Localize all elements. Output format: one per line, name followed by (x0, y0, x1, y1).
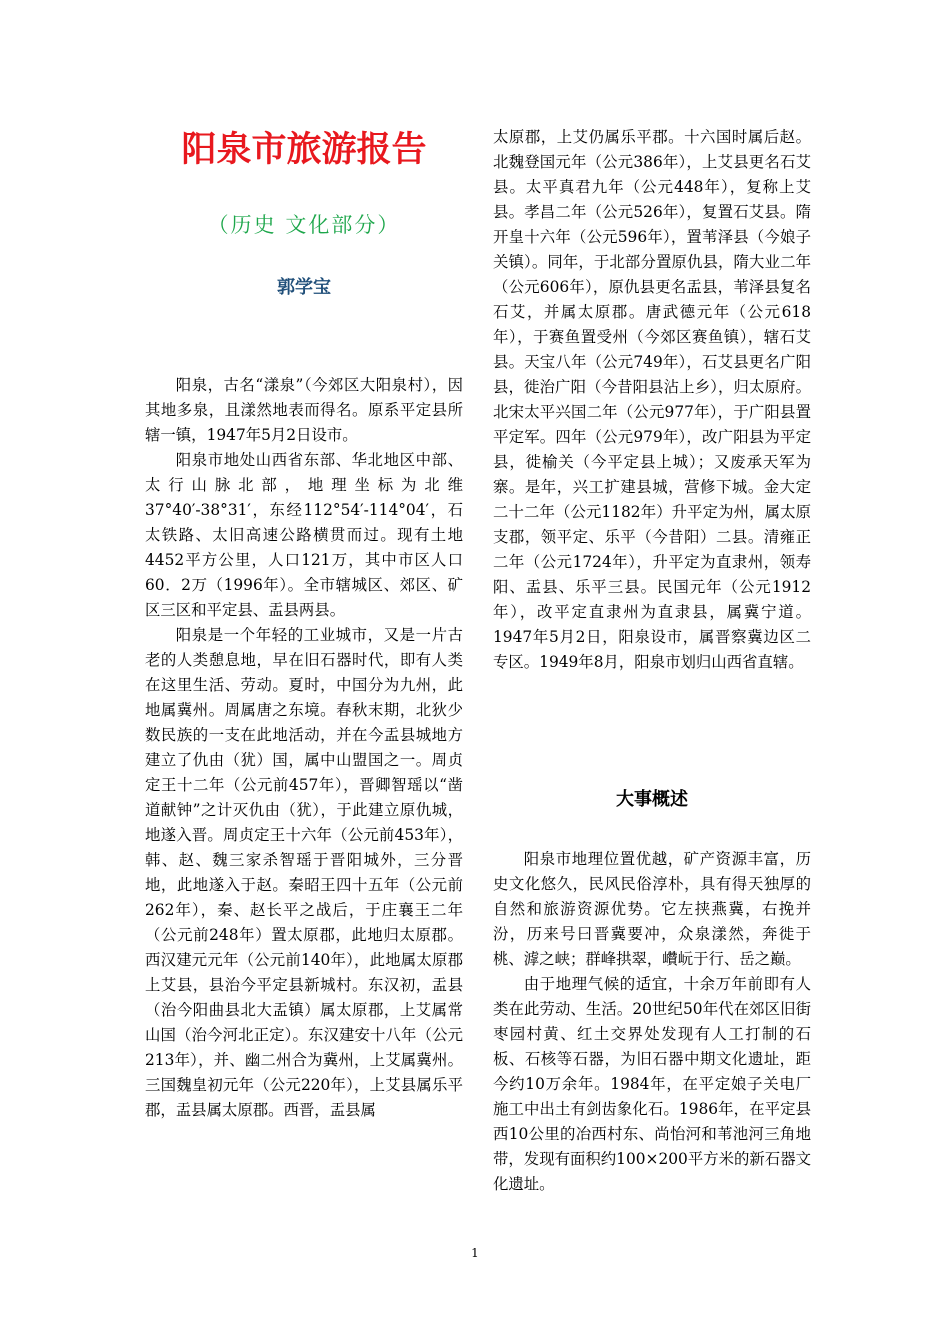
paragraph: 由于地理气候的适宜，十余万年前即有人类在此劳动、生活。20世纪50年代在郊区旧街枣园村黄、红土交界处发现有人工打制的石板、石核等石器，为旧石器中期文化遗址，距今约10万余年。1984年，在平定娘子关电厂施工中出土有剑齿象化石。1986年，在平定县西10公里的冶西村东、尚怡河和苇池河三角地带，发现有面积约100×200平方米的新石器文化遗址。 (493, 975, 811, 1193)
right-column (493, 125, 811, 675)
paragraph: 阳泉是一个年轻的工业城市，又是一片古老的人类憩息地，早在旧石器时代，即有人类在这里生活、劳动。夏时，中国分为九州，此地属冀州。周属唐之东境。春秋末期，北狄少数民族的一支在此地活动，并在今盂县城地方建立了仇由（犹）国，属中山盟国之一。周贞定王十二年（公元前457年），晋卿智瑶以“凿道献钟”之计灭仇由（犹），于此建立原仇城，地遂入晋。周贞定王十六年（公元前453年），韩、赵、魏三家杀智瑶于晋阳城外，三分晋地，此地遂入于赵。秦昭王四十五年（公元前262年），秦、赵长平之战后，于庄襄王二年（公元前248年）置太原郡，此地归太原郡。西汉建元元年（公元前140年），此地属太原郡上艾县，县治今平定县新城村。东汉初，盂县（治今阳曲县北大盂镇）属太原郡，上艾属常山国（治今河北正定）。东汉建安十八年（公元213年），并、幽二州合为冀州，上艾属冀州。三国魏皇初元年（公元220年），上艾县属乐平郡，盂县属太原郡。西晋，盂县属 (145, 626, 463, 1119)
document-title: 阳泉市旅游报告 (181, 130, 427, 170)
section-body (493, 847, 811, 1197)
document-subtitle: （历史 文化部分） (207, 213, 401, 237)
paragraph: 阳泉，古名“漾泉”（今郊区大阳泉村），因其地多泉，且漾然地表而得名。原系平定县所辖一镇，1947年5月2日设市。 (145, 376, 463, 444)
left-column (145, 373, 463, 1123)
paragraph: 阳泉市地处山西省东部、华北地区中部、太行山脉北部，地理坐标为北维37°40′-38°31′，东经112°54′-114°04′，石太铁路、太旧高速公路横贯而过。现有土地4452平方公里，人口121万，其中市区人口60．2万（1996年）。全市辖城区、郊区、矿区三区和平定县、盂县两县。 (145, 451, 463, 619)
paragraph-continued: 太原郡，上艾仍属乐平郡。十六国时属后赵。北魏登国元年（公元386年），上艾县更名石艾县。太平真君九年（公元448年），复称上艾县。孝昌二年（公元526年），复置石艾县。隋开皇十六年（公元596年），置苇泽县（今娘子关镇）。同年，于北部分置原仇县，隋大业二年（公元606年），原仇县更名盂县，苇泽县复名石艾，并属太原郡。唐武德元年（公元618年），于赛鱼置受州（今郊区赛鱼镇），辖石艾县。天宝八年（公元749年），石艾县更名广阳县，徙治广阳（今昔阳县沾上乡），归太原府。北宋太平兴国二年（公元977年），于广阳县置平定军。四年（公元979年），改广阳县为平定县，徙榆关（今平定县上城）；又废承天军为寨。是年，兴工扩建县城，营修下城。金大定二十二年（公元1182年）升平定为州，属太原支郡，领平定、乐平（今昔阳）二县。清雍正二年（公元1724年），升平定为直隶州，领寿阳、盂县、乐平三县。民国元年（公元1912年），改平定直隶州为直隶县，属冀宁道。1947年5月2日，阳泉设市，属晋察冀边区二专区。1949年8月，阳泉市划归山西省直辖。 (493, 128, 811, 671)
paragraph: 阳泉市地理位置优越，矿产资源丰富，历史文化悠久，民风民俗淳朴，具有得天独厚的自然和旅游资源优势。它左挟燕冀，右挽并汾，历来号曰晋冀要冲，众泉漾然，奔徙于桃、滹之峡；群峰拱翠，巑岏于行、岳之巅。 (493, 850, 811, 968)
page-number: 1 (471, 1246, 479, 1260)
section-heading: 大事概述 (616, 789, 688, 810)
document-author: 郭学宝 (277, 277, 331, 298)
